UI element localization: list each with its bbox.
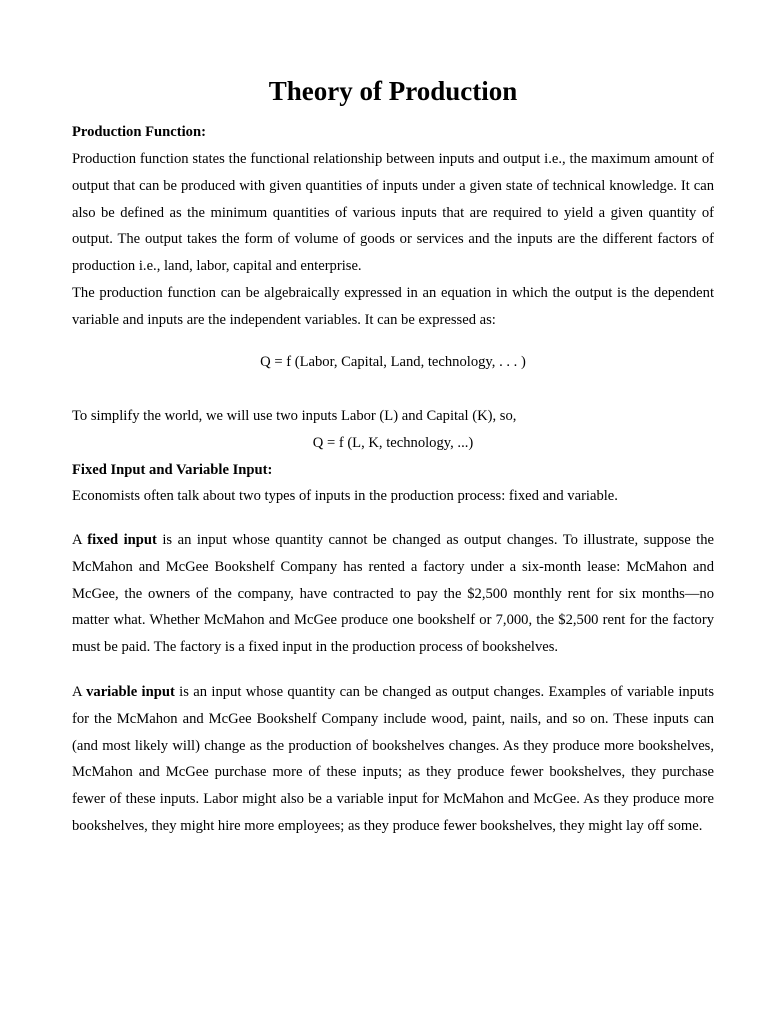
algebraic-expression-paragraph: The production function can be algebraically expressed in an equation in which the output is the dependent variable and inputs are the independent variables. It can be expressed as: bbox=[72, 285, 714, 328]
fixed-input-paragraph bbox=[72, 527, 714, 661]
production-equation-simplified: Q = f (L, K, technology, ...) bbox=[312, 435, 474, 451]
fixed-input-term: fixed input bbox=[87, 532, 157, 548]
fixed-variable-heading: Fixed Input and Variable Input: bbox=[72, 462, 273, 478]
simplify-sentence: To simplify the world, we will use two inputs Labor (L) and Capital (K), so, bbox=[72, 408, 517, 424]
variable-input-lead: A bbox=[72, 684, 87, 700]
production-function-paragraph: Production function states the functional relationship between inputs and output i.e., the maximum amount of output that can be produced with given quantities of inputs under a given state of technical knowledge. It can also be defined as the minimum quantities of various inputs that are required to yield a given quantity of output. The output takes the form of volume of goods or services and the inputs are the different factors of production i.e., land, labor, capital and enterprise. bbox=[72, 151, 714, 275]
input-types-intro: Economists often talk about two types of inputs in the production process: fixed and variable. bbox=[72, 488, 618, 504]
fixed-input-lead: A bbox=[72, 532, 88, 548]
production-function-heading: Production Function: bbox=[72, 124, 206, 140]
fixed-input-text: is an input whose quantity cannot be changed as output changes. To illustrate, suppose the McMahon and McGee Bookshelf Company has rented a factory under a six-month lease: McMahon and McGee, the owners of the company, have contracted to pay the $2,500 monthly rent for six months—no matter what. Whether McMahon and McGee produce one bookshelf or 7,000, the $2,500 rent for the factory must be paid. The factory is a fixed input in the production process of bookshelves. bbox=[72, 532, 715, 656]
production-equation-general: Q = f (Labor, Capital, Land, technology, . . . ) bbox=[260, 354, 526, 370]
variable-input-text: is an input whose quantity can be changed as output changes. Examples of variable inputs for the McMahon and McGee Bookshelf Company include wood, paint, nails, and so on. These inputs can (and most likely will) change as the production of bookshelves changes. As they produce more bookshelves, McMahon and McGee purchase more of these inputs; as they produce fewer bookshelves, they purchase fewer of these inputs. Labor might also be a variable input for McMahon and McGee. As they produce more bookshelves, they might hire more employees; as they produce fewer bookshelves, they might lay off some. bbox=[72, 684, 715, 834]
document-title: Theory of Production bbox=[268, 76, 518, 106]
variable-input-paragraph bbox=[72, 679, 714, 840]
variable-input-term: variable input bbox=[86, 684, 175, 700]
